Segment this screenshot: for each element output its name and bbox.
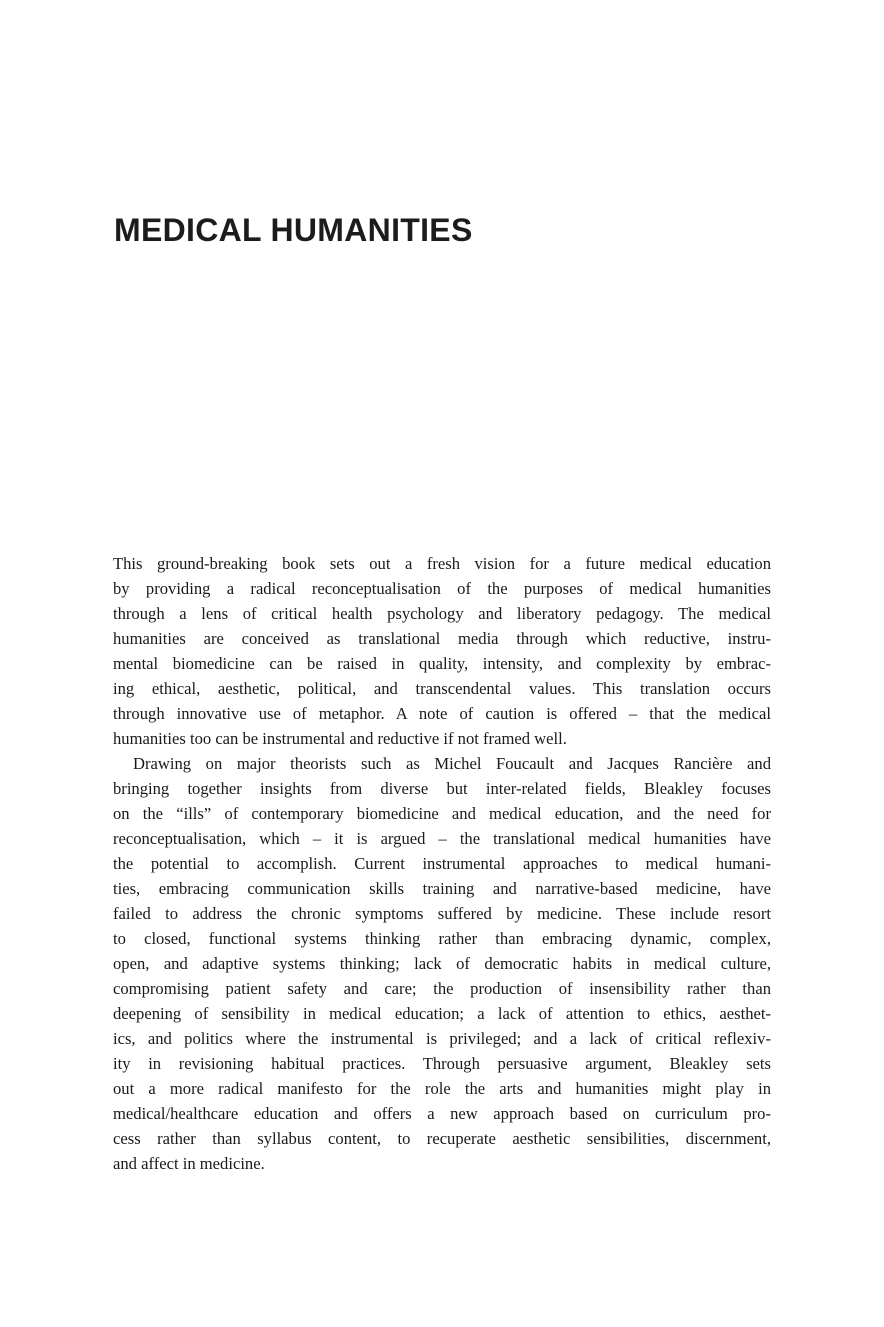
text-line: on the “ills” of contemporary biomedicine and medical education, and the need for (113, 804, 771, 823)
text-line: deepening of sensibility in medical education; a lack of attention to ethics, aesthet- (113, 1004, 771, 1023)
text-line: open, and adaptive systems thinking; lack of democratic habits in medical culture, (113, 954, 771, 973)
text-line: ing ethical, aesthetic, political, and transcendental values. This translation occurs (113, 679, 771, 698)
text-line: Drawing on major theorists such as Michel Foucault and Jacques Rancière and (133, 754, 771, 773)
text-line: ties, embracing communication skills training and narrative-based medicine, have (113, 879, 771, 898)
text-line: mental biomedicine can be raised in quality, intensity, and complexity by embrac- (113, 654, 771, 673)
text-line: This ground-breaking book sets out a fresh vision for a future medical education (113, 554, 771, 573)
text-line: ity in revisioning habitual practices. Through persuasive argument, Bleakley sets (113, 1054, 771, 1073)
text-line: compromising patient safety and care; the production of insensibility rather than (113, 979, 771, 998)
text-line: cess rather than syllabus content, to recuperate aesthetic sensibilities, discernment, (113, 1129, 771, 1148)
text-line: ics, and politics where the instrumental is privileged; and a lack of critical reflexiv- (113, 1029, 771, 1048)
text-line: to closed, functional systems thinking rather than embracing dynamic, complex, (113, 929, 771, 948)
text-line: through innovative use of metaphor. A note of caution is offered – that the medical (113, 704, 771, 723)
text-line: medical/healthcare education and offers a new approach based on curriculum pro- (113, 1104, 771, 1123)
text-line: by providing a radical reconceptualisation of the purposes of medical humanities (113, 579, 771, 598)
text-line: out a more radical manifesto for the role the arts and humanities might play in (113, 1079, 771, 1098)
text-line: failed to address the chronic symptoms suffered by medicine. These include resort (113, 904, 771, 923)
page-title: MEDICAL HUMANITIES (114, 212, 473, 248)
blurb-text (113, 551, 771, 1176)
text-line: reconceptualisation, which – it is argued – the translational medical humanities have (113, 829, 771, 848)
text-line: humanities too can be instrumental and reductive if not framed well. (113, 729, 567, 748)
text-line: humanities are conceived as translational media through which reductive, instru- (113, 629, 771, 648)
text-line: bringing together insights from diverse but inter-related fields, Bleakley focuses (113, 779, 771, 798)
text-line: and affect in medicine. (113, 1154, 265, 1173)
text-line: through a lens of critical health psychology and liberatory pedagogy. The medical (113, 604, 771, 623)
text-line: the potential to accomplish. Current instrumental approaches to medical humani- (113, 854, 771, 873)
